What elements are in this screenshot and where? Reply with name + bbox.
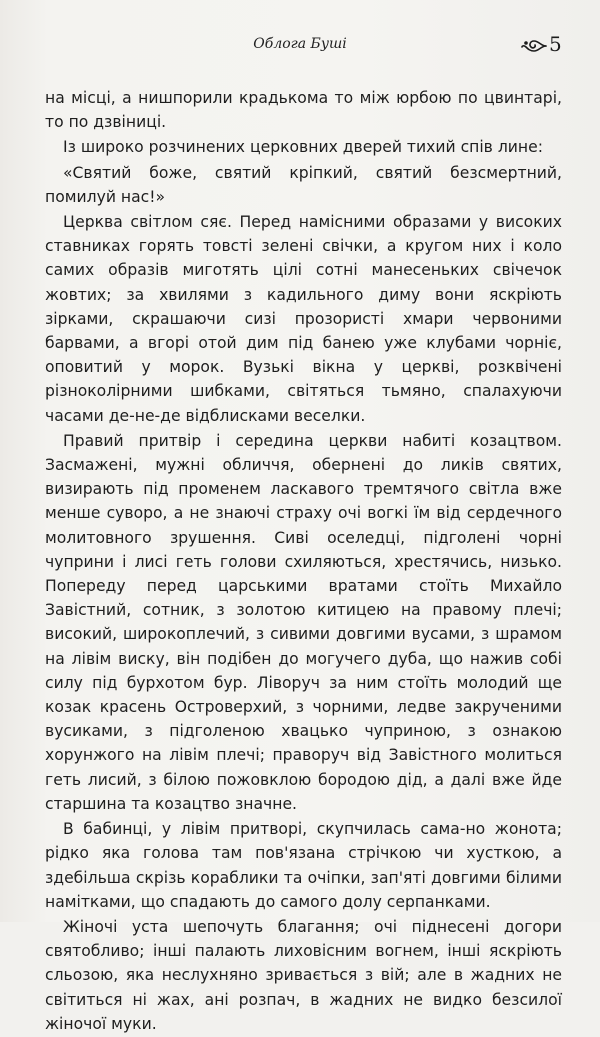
paragraph: «Святий боже, святий кріпкий, святий безсмертний, помилуй нас!» (45, 163, 562, 206)
page-header (0, 34, 600, 58)
paragraph: В бабинці, у лівім притворі, скупчилась сама-но жонота; рідко яка голова там пов'язана стрічкою чи хусткою, а здебільша скрізь кораблики та очіпки, зап'яті довгими білими намітками, що спадають до самого долу серпанками. (45, 820, 562, 911)
page-number: 5 (549, 32, 562, 56)
paragraph: Із широко розчинених церковних дверей тихий спів лине: (63, 138, 543, 157)
swirl-ornament-icon (521, 38, 547, 52)
running-title: Облога Буші (253, 36, 347, 52)
paragraph: на місці, а нишпорили крадькома то між юрбою по цвинтарі, то по дзвіниці. (45, 89, 562, 132)
paragraph: Правий притвір і середина церкви набиті козацтвом. Засмажені, мужні обличчя, обернені до ликів святих, визирають під променем ласкавого тремтячого світла вже менше суворо, а не знаючі страху очі вогкі їм від сердечного молитовного зрушення. Сиві оселедці, підголені чорні чуприни і лисі геть голови схиляються, хрестячись, низько. Попереду перед царськими вратами стоїть Михайло Завістний, сотник, з золотою китицею на правому плечі; високий, широкоплечий, з сивими довгими вусами, з шрамом на лівім виску, він подібен до могучего дуба, що нажив собі силу під бурхотом бур. Ліворуч за ним стоїть молодий ще козак красень Островерхий, з чорними, ледве закрученими вусиками, з підголеною хвацько чуприною, з ознакою хорунжого на лівім плечі; праворуч від Завістного молиться геть лисий, з білою пожовклою бородою дід, а далі вже йде старшина та козацтво значне. (45, 431, 562, 813)
paragraph: Жіночі уста шепочуть благання; очі піднесені догори святобливо; інші палають лиховісним вогнем, інші яскріють сльозою, яка неслухняно зривається з вій; але в жадних не світиться ні жах, ані розпач, в жадних не видко безсилої жіночої муки. (45, 917, 562, 1033)
body-text (45, 86, 562, 1037)
paragraph: Церква світлом сяє. Перед намісними образами у високих ставниках горять товсті зелені свічки, а кругом них і коло самих образів миготять цілі сотні манесеньких свічечок жовтих; за хвилями з кадильного диму вони яскріють зірками, скрашаючи сизі прозористі хмари червоними барвами, а вгорі отой дим під банею уже клубами чорніє, оповитий у морок. Вузькі вікна у церкві, розквічені різноколірними шибками, світяться тьмяно, спалахуючи часами де-не-де відблисками веселки. (45, 213, 562, 425)
